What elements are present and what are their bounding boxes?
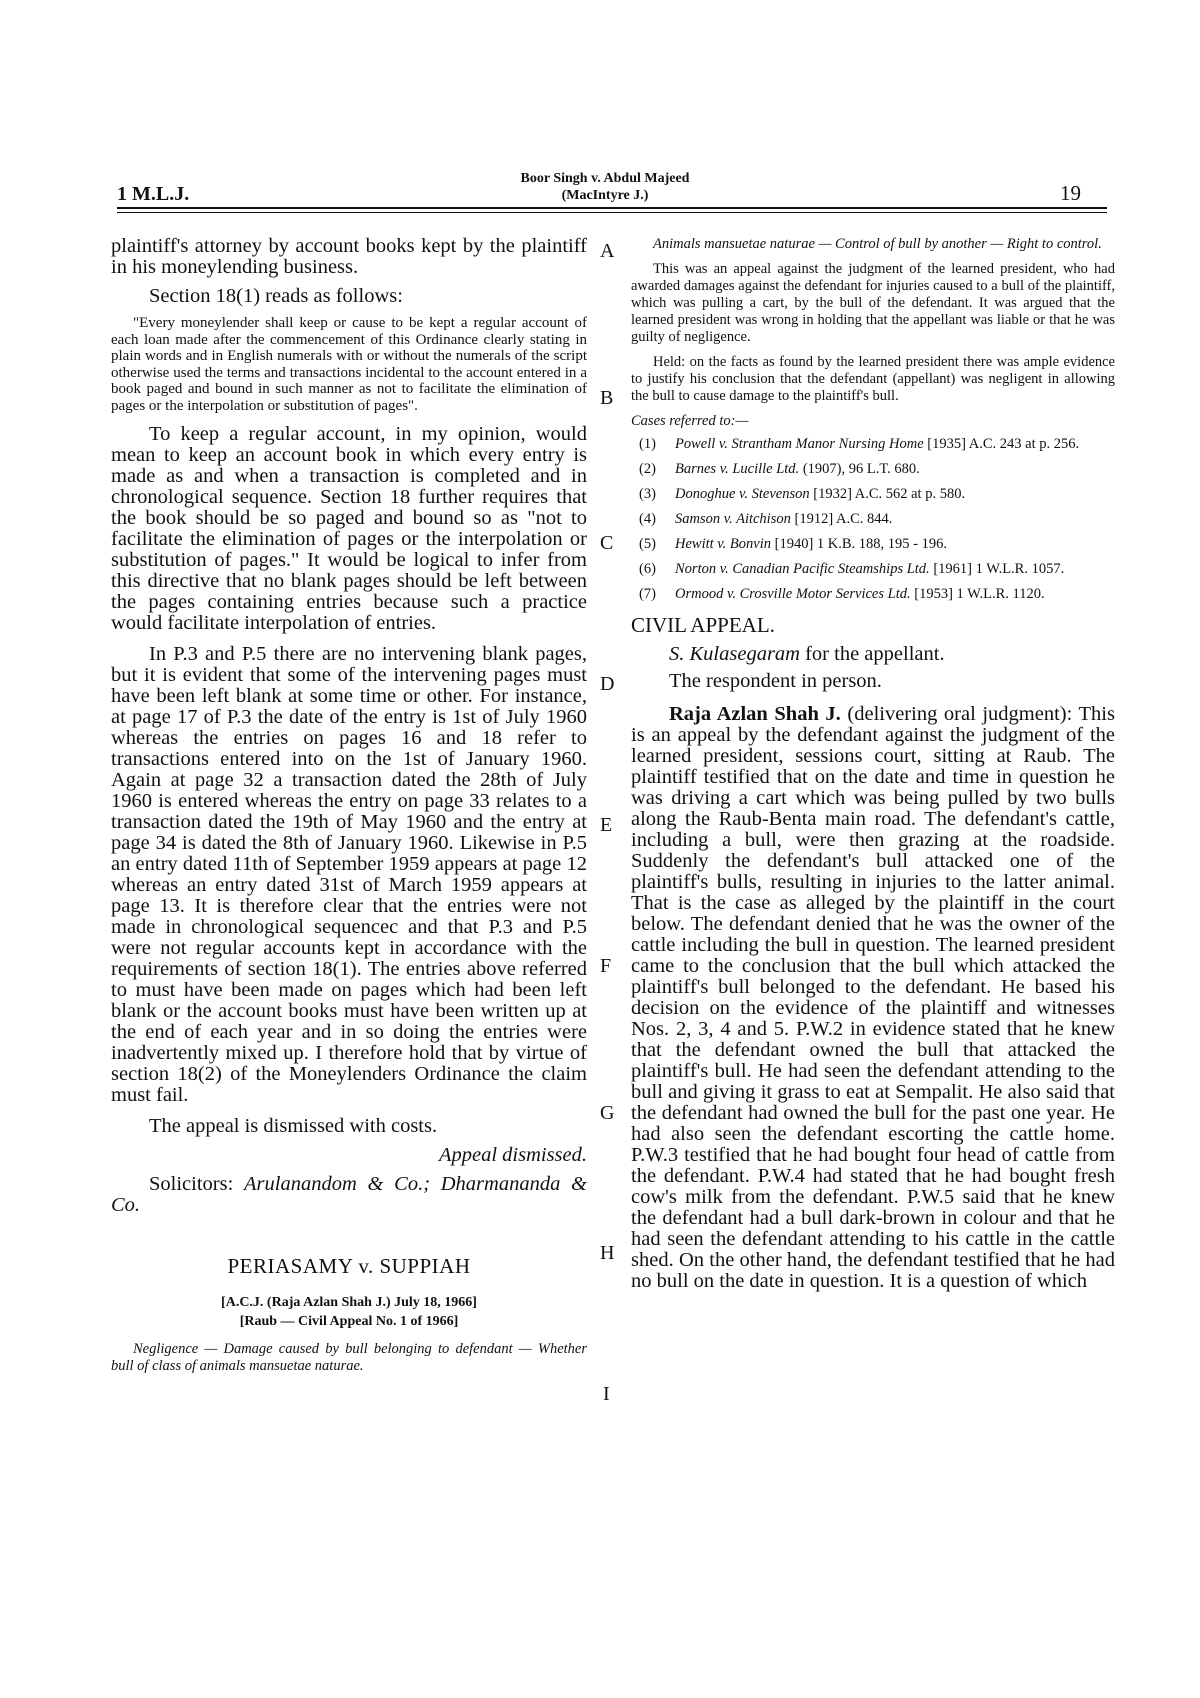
margin-letter-h: H: [600, 1242, 615, 1264]
counsel-name: S. Kulasegaram: [669, 643, 800, 665]
margin-letter-e: E: [600, 814, 613, 836]
case-citation: (1) Powell v. Strantham Manor Nursing Home [1935] A.C. 243 at p. 256.: [639, 436, 1080, 452]
judge-name: Raja Azlan Shah J.: [669, 703, 841, 725]
left-column: [111, 236, 587, 1375]
catchwords: Negligence — Damage caused by bull belonging to defendant — Whether bull of class of animals mansuetae naturae.: [111, 1341, 587, 1374]
judgment: [631, 704, 1115, 1292]
case-title: PERIASAMY v. SUPPIAH: [227, 1254, 471, 1278]
header-rule: [117, 207, 1107, 209]
margin-letter-b: B: [600, 387, 614, 409]
appeal-result: Appeal dismissed.: [438, 1144, 587, 1166]
right-column: [631, 236, 1115, 1292]
catchwords-continued: Animals mansuetae naturae — Control of bull by another — Right to control.: [653, 236, 1102, 252]
case-citation: (5) Hewitt v. Bonvin [1940] 1 K.B. 188, 195 - 196.: [639, 536, 947, 552]
civil-appeal-heading: CIVIL APPEAL.: [631, 613, 775, 637]
cases-list: [631, 436, 1115, 603]
running-head-judge: (MacIntyre J.): [561, 188, 649, 203]
paragraph: To keep a regular account, in my opinion, would mean to keep an account book in which every entry is made as and when a transaction is completed and in chronological sequence. Section 18 further requires that the book should be so paged and bound so as "not to facilitate the elimination of pages or the interpolation or substitution of pages." It would be logical to infer from this directive that no blank pages should be left between the pages containing entries because such a practice would facilitate interpolation of entries.: [111, 423, 587, 634]
solicitors-label: Solicitors:: [149, 1173, 234, 1195]
running-head-case: Boor Singh v. Abdul Majeed: [520, 171, 690, 186]
margin-letter-i: I: [603, 1383, 610, 1405]
case-citation: (6) Norton v. Canadian Pacific Steamships Ltd. [1961] 1 W.L.R. 1057.: [639, 561, 1065, 577]
held-text: on the facts as found by the learned president there was ample evidence to justify his conclusion that the defendant (appellant) was negligent in allowing the bull to cause damage to the plaintiff's bull.: [631, 354, 1115, 404]
case-citation: (7) Ormood v. Crosville Motor Services Ltd. [1953] 1 W.L.R. 1120.: [639, 586, 1045, 602]
case-citation: (2) Barnes v. Lucille Ltd. (1907), 96 L.T. 680.: [639, 461, 920, 477]
running-head: [455, 170, 755, 204]
margin-letter-d: D: [600, 673, 615, 695]
held: [631, 354, 1115, 405]
counsel-line: [631, 644, 1115, 665]
case-citation: (4) Samson v. Aitchison [1912] A.C. 844.: [639, 511, 893, 527]
case-meta-court: [A.C.J. (Raja Azlan Shah J.) July 18, 1966]: [221, 1295, 477, 1310]
judgment-text: This is an appeal by the defendant against the judgment of the learned president, sessions court, sitting at Raub. The plaintiff testified that on the date and time in question he was driving a cart which was being pulled by two bulls along the Raub-Benta main road. The defendant's cattle, including a bull, were then grazing at the roadside. Suddenly the defendant's bull attacked one of the plaintiff's bulls, resulting in injuries to the latter animal. That is the case as alleged by the plaintiff in the court below. The defendant denied that he was the owner of the cattle including the bull in question. The learned president came to the conclusion that the bull which attacked the plaintiff's bull belonged to the defendant. He based his decision on the evidence of the plaintiff and witnesses Nos. 2, 3, 4 and 5. P.W.2 in evidence stated that he knew that the defendant owned the bull that attacked the plaintiff's bull. He had seen the defendant attending to the bull and giving it grass to eat at Sempalit. He also said that the defendant had owned the bull for the past one year. He had also seen the defendant escorting the cattle home. P.W.3 testified that he had bought four head of cattle from the defendant. P.W.4 had stated that he had bought fresh cow's milk from the defendant. P.W.5 said that he knew the defendant had a bull dark-brown in colour and that he had seen the defendant attending to his cattle in the cattle shed. On the other hand, the defendant testified that he had no bull on the date in question. It is a question of which: [631, 703, 1115, 1292]
cases-referred-label: Cases referred to:—: [631, 413, 749, 429]
page-number: 19: [1060, 181, 1081, 205]
case-meta-appeal: [Raub — Civil Appeal No. 1 of 1966]: [239, 1314, 459, 1329]
counsel-role: for the appellant.: [805, 643, 945, 665]
held-label: Held:: [653, 354, 686, 370]
case-summary: This was an appeal against the judgment of the learned president, who had awarded damages against the defendant for injuries caused to a bull of the plaintiff, which was pulling a cart, by the bull of the defendant. It was argued that the learned president was wrong in holding that the appellant was liable or that he was guilty of negligence.: [631, 261, 1115, 345]
statute-quote: "Every moneylender shall keep or cause to be kept a regular account of each loan made after the commencement of this Ordinance clearly stating in plain words and in English numerals with or without the numerals of the script otherwise used the terms and transactions incidental to the account entered in a book paged and bound in such manner as not to facilitate the elimination of pages or the interpolation or substitution of pages".: [111, 315, 587, 414]
journal-citation: 1 M.L.J.: [117, 183, 190, 205]
paragraph: The appeal is dismissed with costs.: [149, 1115, 438, 1137]
paragraph: Section 18(1) reads as follows:: [149, 285, 403, 307]
margin-letter-a: A: [600, 240, 615, 262]
paragraph: In P.3 and P.5 there are no intervening blank pages, but it is evident that some of the intervening pages must have been left blank at some time or other. For instance, at page 17 of P.3 the date of the entry is 1st of July 1960 whereas the entries on pages 16 and 18 refer to transactions entered into on the 1st of January 1960. Again at page 32 a transaction dated the 28th of July 1960 is entered whereas the entry on page 33 relates to a transaction dated the 19th of May 1960 and the entry at page 34 is dated the 8th of January 1960. Likewise in P.5 an entry dated 11th of September 1959 appears at page 12 whereas an entry dated 31st of March 1959 appears at page 13. It is therefore clear that the entries were not made in chronological sequencec and that P.3 and P.5 were not regular accounts kept in accordance with the requirements of section 18(1). The entries above referred to must have been made on pages which had been left blank or the account books must have been written up at the end of each year and in so doing the entries were inadvertently mixed up. I therefore hold that by virtue of section 18(2) of the Moneylenders Ordinance the claim must fail.: [111, 643, 587, 1106]
margin-letter-f: F: [600, 955, 612, 977]
solicitors-names: Arulanandom & Co.; Dharmananda & Co.: [111, 1173, 587, 1216]
header-rule-thin: [117, 212, 1107, 213]
margin-letter-c: C: [600, 532, 614, 554]
margin-letter-g: G: [600, 1102, 615, 1124]
respondent-line: The respondent in person.: [669, 670, 882, 692]
paragraph: plaintiff's attorney by account books kept by the plaintiff in his moneylending business.: [111, 235, 587, 278]
judgment-intro: (delivering oral judgment):: [847, 703, 1073, 725]
case-citation: (3) Donoghue v. Stevenson [1932] A.C. 562 at p. 580.: [639, 486, 966, 502]
solicitors: [111, 1174, 587, 1216]
